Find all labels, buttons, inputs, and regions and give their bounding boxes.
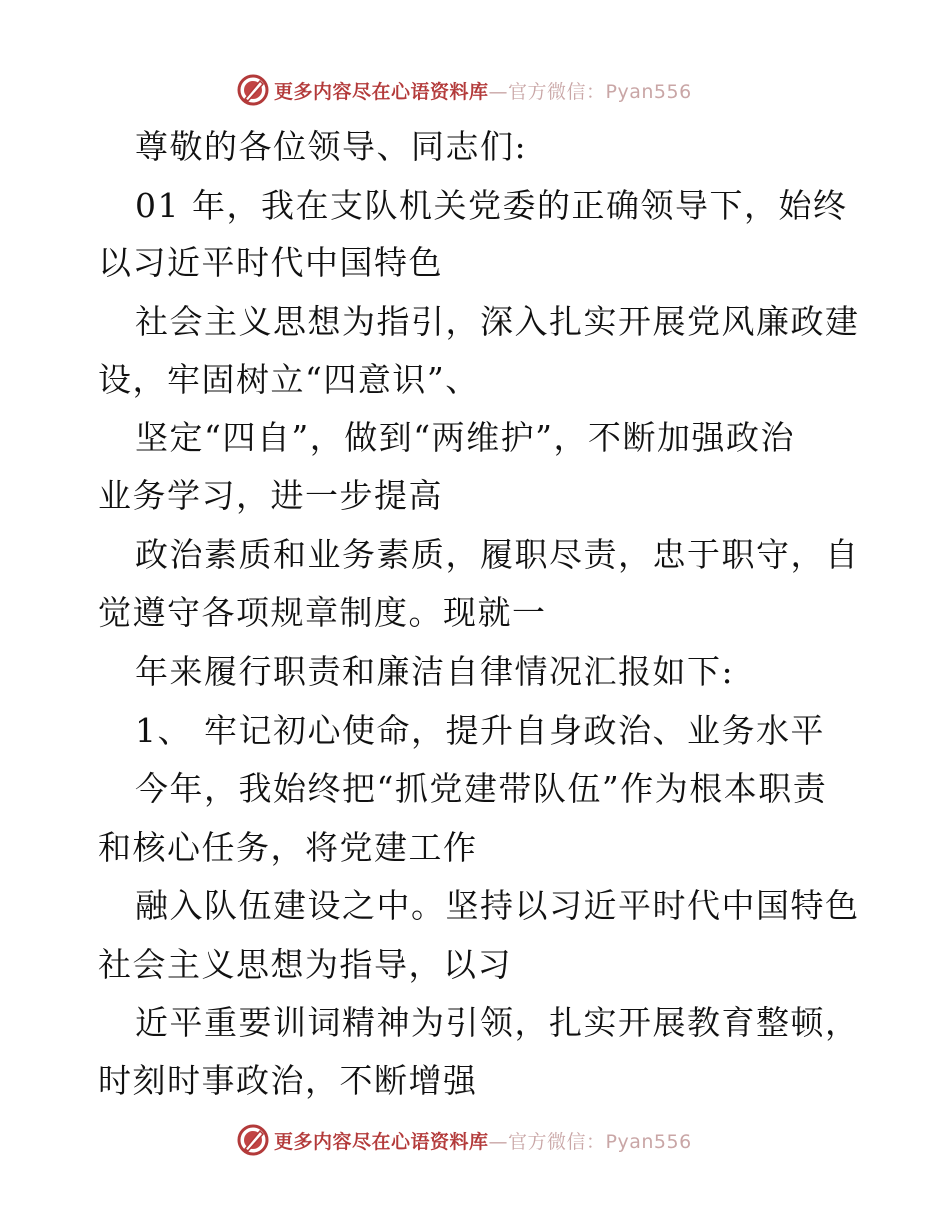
footer-watermark (236, 1122, 692, 1158)
text-line: 社会主义思想为指引，深入扎实开展党风廉政建 (135, 302, 860, 341)
text-line: 和核心任务，将党建工作 (98, 828, 478, 867)
watermark-separator: — (488, 1130, 509, 1153)
text-line: 时刻时事政治，不断增强 (98, 1061, 478, 1100)
text-line: 以习近平时代中国特色 (98, 243, 443, 282)
watermark-contact-text: 官方微信：Pyan556 (508, 80, 692, 103)
text-line: 业务学习，进一步提高 (98, 476, 443, 515)
text-line: 1、 牢记初心使命，提升自身政治、业务水平 (135, 711, 825, 750)
text-line: 尊敬的各位领导、同志们: (135, 127, 528, 166)
watermark-contact-text: 官方微信：Pyan556 (508, 1130, 692, 1153)
text-line: 社会主义思想为指导，以习 (98, 945, 512, 984)
header-watermark (236, 72, 692, 108)
text-line: 设，牢固树立“四意识”、 (98, 360, 480, 399)
watermark-site-text: 更多内容尽在心语资料库 (274, 80, 489, 103)
text-line: 觉遵守各项规章制度。现就一 (98, 593, 547, 632)
watermark-site-text: 更多内容尽在心语资料库 (274, 1130, 489, 1153)
pen-logo-icon (236, 1123, 270, 1157)
watermark-separator: — (488, 80, 509, 103)
text-line: 01 年，我在支队机关党委的正确领导下，始终 (135, 186, 848, 225)
text-line: 坚定“四自”，做到“两维护”，不断加强政治 (135, 418, 795, 457)
text-line: 近平重要训词精神为引领，扎实开展教育整顿， (135, 1003, 860, 1042)
text-line: 今年，我始终把“抓党建带队伍”作为根本职责 (135, 769, 828, 808)
text-line: 年来履行职责和廉洁自律情况汇报如下: (135, 652, 735, 691)
text-line: 融入队伍建设之中。坚持以习近平时代中国特色 (135, 886, 860, 925)
text-line: 政治素质和业务素质，履职尽责，忠于职守，自 (135, 535, 860, 574)
pen-logo-icon (236, 73, 270, 107)
